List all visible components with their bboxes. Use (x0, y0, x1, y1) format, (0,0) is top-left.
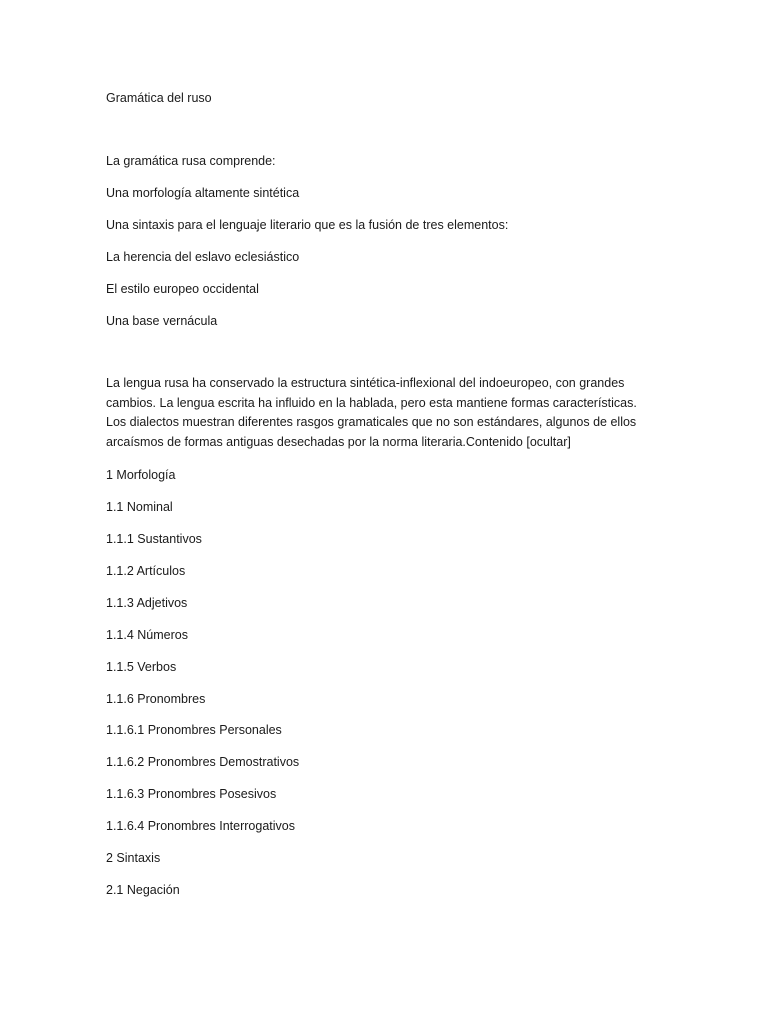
toc-item: 1.1.6.3 Pronombres Posesivos (106, 787, 277, 801)
toc-item: 1.1.6 Pronombres (106, 692, 206, 706)
toc-item: 1.1.6.4 Pronombres Interrogativos (106, 819, 295, 833)
toc-item: 1.1.5 Verbos (106, 660, 177, 674)
intro-line: La gramática rusa comprende: (106, 154, 276, 168)
toc-item: 1.1.3 Adjetivos (106, 596, 188, 610)
toc-item: 2 Sintaxis (106, 851, 161, 865)
list-item: El estilo europeo occidental (106, 282, 259, 296)
toc-item: 2.1 Negación (106, 883, 180, 897)
toc-item: 1.1.2 Artículos (106, 564, 186, 578)
toc-item: 1.1.6.2 Pronombres Demostrativos (106, 755, 300, 769)
toc-item: 1 Morfología (106, 468, 176, 482)
document-title: Gramática del ruso (106, 91, 212, 105)
list-item: Una base vernácula (106, 314, 218, 328)
toc-item: 1.1 Nominal (106, 500, 173, 514)
paragraph-line: Los dialectos muestran diferentes rasgos gramaticales que no son estándares, algunos de ellos (106, 415, 637, 429)
paragraph-line: La lengua rusa ha conservado la estructura sintética-inflexional del indoeuropeo, con grandes (106, 376, 625, 390)
list-item: La herencia del eslavo eclesiástico (106, 250, 300, 264)
toc-item: 1.1.6.1 Pronombres Personales (106, 723, 282, 737)
toc-item: 1.1.4 Números (106, 628, 188, 642)
list-item: Una morfología altamente sintética (106, 186, 300, 200)
paragraph-line: arcaísmos de formas antiguas desechadas por la norma literaria.Contenido [ocultar] (106, 434, 571, 449)
list-item: Una sintaxis para el lenguaje literario que es la fusión de tres elementos: (106, 218, 509, 232)
body-paragraph (106, 374, 646, 452)
paragraph-line: cambios. La lengua escrita ha influido en la hablada, pero esta mantiene formas características. (106, 395, 637, 410)
toc-item: 1.1.1 Sustantivos (106, 532, 202, 546)
